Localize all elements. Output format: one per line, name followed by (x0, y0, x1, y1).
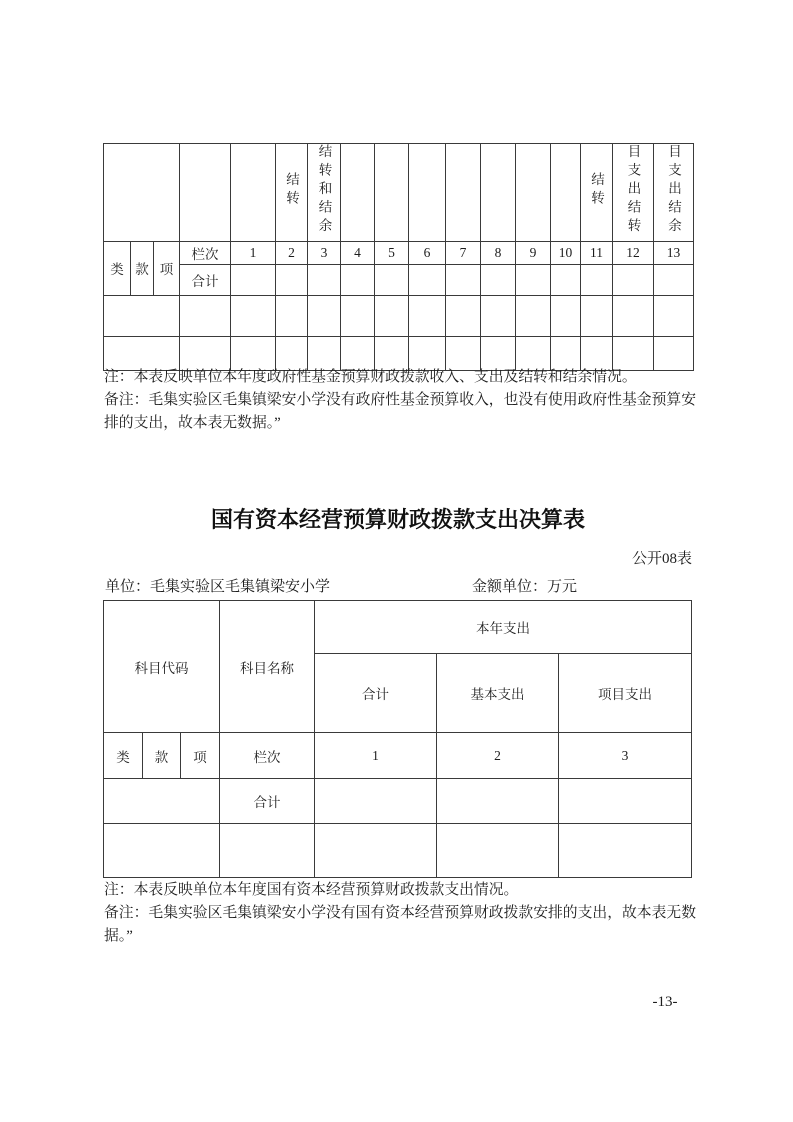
empty-cell (559, 824, 692, 878)
form-code: 公开08表 (631, 551, 692, 567)
empty-cell (437, 779, 559, 824)
stub-header-blank (180, 144, 231, 242)
empty-cell (654, 336, 694, 370)
project-expenditure-header: 项目支出 (559, 654, 692, 733)
column-header-blank (446, 144, 481, 242)
empty-cell (481, 336, 516, 370)
stub-header-blank (104, 144, 180, 242)
empty-cell (654, 264, 694, 295)
table1-empty-row (104, 295, 694, 336)
empty-cell (308, 295, 341, 336)
stub-item: 款 (143, 733, 181, 779)
empty-cell (437, 824, 559, 878)
empty-cell (276, 295, 308, 336)
empty-cell (409, 336, 446, 370)
table2-remark: 备注：毛集实验区毛集镇梁安小学没有国有资本经营预算财政拨款安排的支出，故本表无数据。” (104, 905, 696, 944)
empty-cell (231, 264, 276, 295)
empty-cell (180, 295, 231, 336)
unit-line (105, 575, 693, 596)
table2-header-row-1 (104, 601, 692, 654)
column-header-blank (481, 144, 516, 242)
empty-cell (341, 336, 375, 370)
table2-column-number-row (104, 733, 692, 779)
page-number: -13- (652, 994, 678, 1010)
stub-column-index: 栏次 (220, 733, 315, 779)
empty-cell (315, 779, 437, 824)
total-row-label: 合计 (220, 779, 315, 824)
empty-cell (516, 295, 551, 336)
empty-cell (315, 824, 437, 878)
current-year-expenditure-header: 本年支出 (315, 601, 692, 654)
empty-cell (409, 264, 446, 295)
empty-cell (180, 336, 231, 370)
subject-code-header: 科目代码 (104, 601, 220, 733)
total-header: 合计 (315, 654, 437, 733)
stub-subitem: 项 (181, 733, 220, 779)
table2-note: 注：本表反映单位本年度国有资本经营预算财政拨款支出情况。 (104, 882, 519, 898)
empty-cell (481, 295, 516, 336)
empty-cell (551, 336, 581, 370)
column-header-project-expenditure-balance (654, 144, 694, 242)
column-number: 1 (231, 241, 276, 264)
stub-category: 类 (104, 241, 131, 295)
empty-cell (446, 295, 481, 336)
carryover-label: 结转 (589, 171, 605, 209)
column-number: 7 (446, 241, 481, 264)
empty-cell (446, 336, 481, 370)
amount-unit-label: 金额单位：万元 (471, 579, 577, 595)
govt-fund-budget-table-continuation (103, 143, 694, 371)
stub-column-index: 栏次 (180, 241, 231, 264)
empty-cell (231, 295, 276, 336)
column-number: 2 (276, 241, 308, 264)
column-header-carryover (276, 144, 308, 242)
table1-total-row (104, 264, 694, 295)
column-header-blank (375, 144, 409, 242)
empty-cell (104, 336, 180, 370)
empty-cell (104, 779, 220, 824)
empty-cell (104, 295, 180, 336)
column-header-carryover-and-balance (308, 144, 341, 242)
project-expenditure-carryover-label: 目支出结转 (625, 144, 641, 237)
empty-cell (276, 336, 308, 370)
subject-name-header: 科目名称 (220, 601, 315, 733)
empty-cell (446, 264, 481, 295)
column-header-carryover-2 (581, 144, 613, 242)
column-number: 5 (375, 241, 409, 264)
empty-cell (581, 295, 613, 336)
total-row-label: 合计 (180, 264, 231, 295)
empty-cell (551, 295, 581, 336)
table2-notes (104, 879, 696, 948)
column-header-blank (551, 144, 581, 242)
empty-cell (341, 295, 375, 336)
empty-cell (613, 336, 654, 370)
carryover-and-balance-label: 结转和结余 (316, 144, 332, 237)
empty-cell (613, 295, 654, 336)
table2-total-row (104, 779, 692, 824)
column-number: 9 (516, 241, 551, 264)
empty-cell (375, 264, 409, 295)
empty-cell (581, 264, 613, 295)
column-number: 2 (437, 733, 559, 779)
column-number: 1 (315, 733, 437, 779)
state-capital-expenditure-table (103, 600, 692, 878)
empty-cell (104, 824, 220, 878)
column-number: 3 (308, 241, 341, 264)
project-expenditure-balance-label: 目支出结余 (666, 144, 682, 237)
empty-cell (308, 264, 341, 295)
unit-label: 单位：毛集实验区毛集镇梁安小学 (105, 579, 331, 595)
column-number: 12 (613, 241, 654, 264)
empty-cell (231, 336, 276, 370)
column-number: 11 (581, 241, 613, 264)
basic-expenditure-header: 基本支出 (437, 654, 559, 733)
table1-note: 注：本表反映单位本年度政府性基金预算财政拨款收入、支出及结转和结余情况。 (104, 369, 637, 385)
column-number: 10 (551, 241, 581, 264)
column-number: 6 (409, 241, 446, 264)
empty-cell (516, 264, 551, 295)
empty-cell (559, 779, 692, 824)
column-number: 13 (654, 241, 694, 264)
column-number: 4 (341, 241, 375, 264)
carryover-label: 结转 (284, 171, 300, 209)
empty-cell (481, 264, 516, 295)
empty-cell (375, 336, 409, 370)
table2-title: 国有资本经营预算财政拨款支出决算表 (210, 507, 585, 532)
table1-remark: 备注：毛集实验区毛集镇梁安小学没有政府性基金预算收入，也没有使用政府性基金预算安排的支出，故本表无数据。” (104, 392, 696, 431)
empty-cell (375, 295, 409, 336)
empty-cell (654, 295, 694, 336)
stub-item: 款 (131, 241, 154, 295)
empty-cell (551, 264, 581, 295)
empty-cell (308, 336, 341, 370)
empty-cell (276, 264, 308, 295)
empty-cell (409, 295, 446, 336)
empty-cell (220, 824, 315, 878)
empty-cell (516, 336, 551, 370)
table1-notes (104, 366, 696, 435)
table1-column-number-row (104, 241, 694, 264)
column-header-blank (341, 144, 375, 242)
table1-empty-row (104, 336, 694, 370)
stub-subitem: 项 (154, 241, 180, 295)
empty-cell (613, 264, 654, 295)
stub-category: 类 (104, 733, 143, 779)
column-header-blank (231, 144, 276, 242)
column-header-blank (409, 144, 446, 242)
table1-vertical-header-row (104, 144, 694, 242)
column-number: 3 (559, 733, 692, 779)
empty-cell (341, 264, 375, 295)
column-header-project-expenditure-carryover (613, 144, 654, 242)
empty-cell (581, 336, 613, 370)
column-number: 8 (481, 241, 516, 264)
column-header-blank (516, 144, 551, 242)
table2-empty-row (104, 824, 692, 878)
